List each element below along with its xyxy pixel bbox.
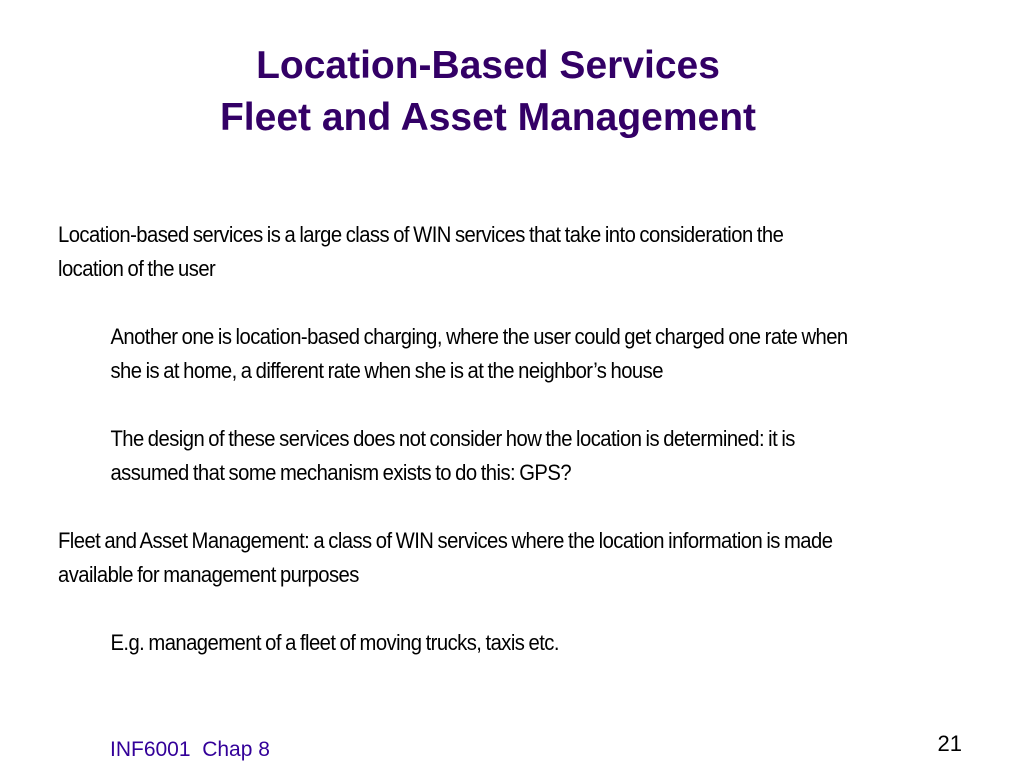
slide-title [0,40,976,144]
slide-body [58,218,849,660]
paragraph-design-note: The design of these services does not consider how the location is determined: it is assumed that some mechanism exists to do this: GPS? [110,426,795,485]
paragraph-fleet-asset-management: Fleet and Asset Management: a class of WIN services where the location information is made available for management purposes [58,528,833,587]
paragraph-location-based-charging: Another one is location-based charging, where the user could get charged one rate when she is at home, a different rate when she is at the neighbor’s house [110,324,848,383]
footer-course-label: INF6001 Chap 8 [110,738,270,761]
paragraph-location-based-services: Location-based services is a large class of WIN services that take into consideration the location of the user [58,222,784,281]
title-line-1: Location-Based Services [256,44,720,87]
page-number: 21 [937,731,962,756]
paragraph-example: E.g. management of a fleet of moving trucks, taxis etc. [110,630,559,655]
title-line-2: Fleet and Asset Management [219,96,757,139]
